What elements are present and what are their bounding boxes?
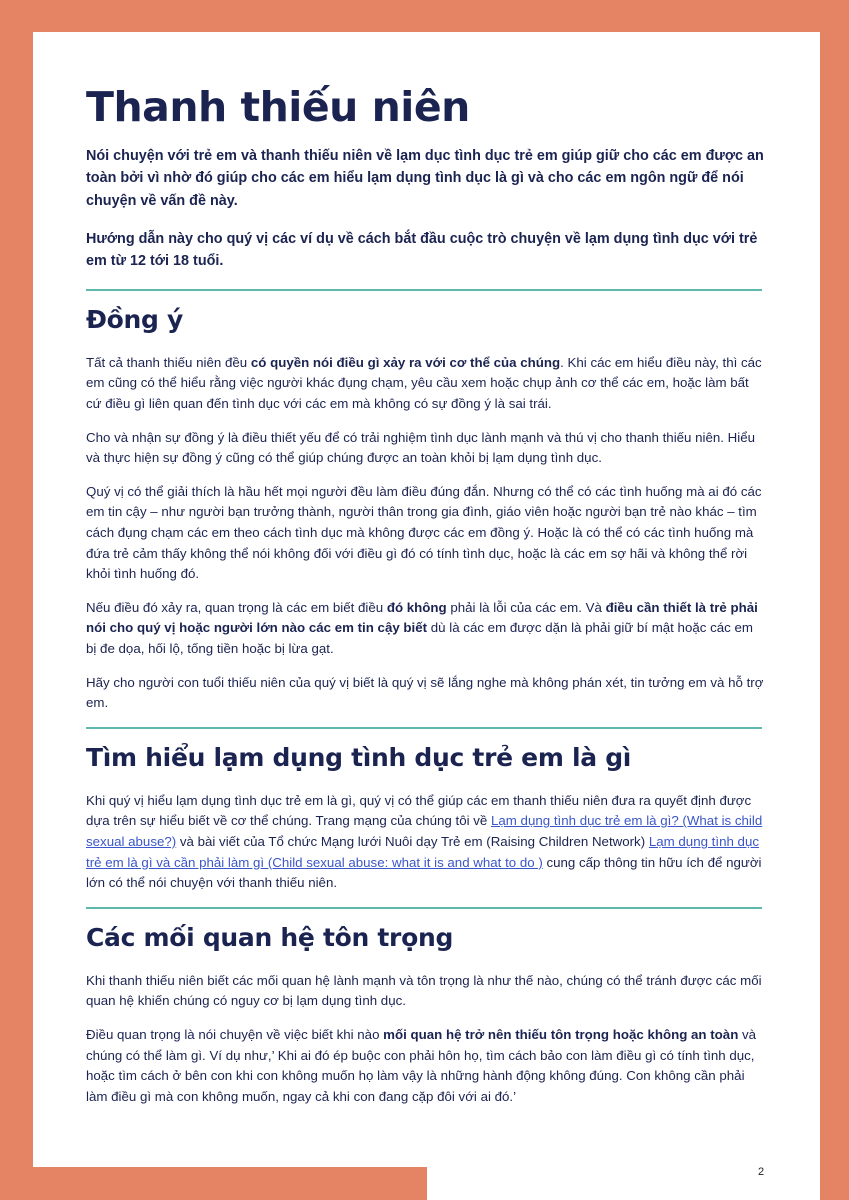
emphasis-text: mối quan hệ trở nên thiếu tôn trọng hoặc không an toàn: [383, 1027, 739, 1043]
page-number: 2: [758, 1166, 765, 1178]
section-heading-understand: Tìm hiểu lạm dụng tình dục trẻ em là gì: [86, 742, 632, 772]
section-heading-consent: Đồng ý: [86, 304, 184, 334]
consent-paragraph-2: Cho và nhận sự đồng ý là điều thiết yếu để có trải nghiệm tình dục lành mạnh và thú vị cho thanh thiếu niên. Hiểu và thực hiện sự đồng ý cũng có thể giúp chúng được an toàn khỏi bị lạm dụng tình dục.: [86, 429, 756, 466]
emphasis-text: đó không: [386, 599, 447, 615]
consent-paragraph-4: [86, 598, 766, 660]
consent-paragraph-1: [86, 353, 766, 415]
section-divider: [86, 727, 762, 729]
link-raising-children-network-article[interactable]: Lạm dụng tình dục trẻ em là gì và cần phải làm gì (Child sexual abuse: what it is and what to do ): [86, 834, 759, 870]
page-frame-bottom: [0, 1167, 427, 1200]
text-run: Nếu điều đó xảy ra, quan trọng là các em biết điều: [86, 599, 387, 615]
link-what-is-child-sexual-abuse[interactable]: Lạm dụng tình dục trẻ em là gì? (What is child sexual abuse?): [86, 813, 763, 850]
text-run: và cho các em ngôn ngữ để nói chuyện về vấn đề này.: [86, 170, 744, 209]
intro-paragraph-1: [86, 145, 766, 212]
section-divider: [86, 907, 762, 909]
understand-paragraph-1: [86, 791, 766, 894]
respect-paragraph-1: Khi thanh thiếu niên biết các mối quan hệ lành mạnh và tôn trọng là như thế nào, chúng có thể tránh được các mối quan hệ khiến chúng có nguy cơ bị lạm dụng tình dục.: [86, 972, 762, 1009]
document-page: [86, 83, 766, 1121]
text-run: dù là các em được dặn là phải giữ bí mật hoặc các em bị đe dọa, hối lộ, tống tiền hoặc bị lừa gạt.: [86, 620, 753, 656]
text-run: và chúng có thể làm gì. Ví dụ như,’ Khi ai đó ép buộc con phải hôn họ, tìm cách bảo con làm điều gì có tính tình dục, hoặc tìm cách ở bên con khi con không muốn họ làm vậy là những hành động không đúng. Con không cần phải làm điều gì mà con không muốn, ngay cả khi con đang cặp đôi với ai đó.’: [86, 1027, 757, 1104]
page-title: Thanh thiếu niên: [86, 83, 470, 131]
text-run: và bài viết của Tổ chức Mạng lưới Nuôi dạy Trẻ em (Raising Children Network): [176, 834, 649, 850]
intro-paragraph-2: Hướng dẫn này cho quý vị các ví dụ về cách bắt đầu cuộc trò chuyện về lạm dụng tình dục với trẻ em từ 12 tới 18 tuổi.: [86, 231, 758, 270]
page-frame-right: [820, 0, 849, 1200]
section-divider: [86, 289, 762, 291]
page-frame-top: [0, 0, 849, 32]
text-run: bởi vì nhờ đó giúp cho các em: [116, 170, 334, 187]
text-run: Khi quý vị hiểu lạm dụng tình dục trẻ em là gì, quý vị có thể giúp các em thanh thiếu niên đưa ra quyết định được dựa trên sự hiểu biết về cơ thể chúng. Trang mạng của chúng tôi về: [86, 792, 752, 829]
text-run: Nói chuyện với trẻ em và thanh thiếu niên về lạm dục tình dục trẻ em: [86, 148, 562, 165]
text-run: Điều quan trọng là nói chuyện về việc biết khi nào: [86, 1027, 384, 1043]
text-run: Tất cả thanh thiếu niên đều: [86, 354, 251, 370]
emphasis-text: giúp giữ cho các em được an toàn: [86, 148, 764, 187]
text-run: phải là lỗi của các em. Và: [446, 599, 606, 615]
emphasis-text: có quyền nói điều gì xảy ra với cơ thể của chúng: [250, 354, 561, 370]
section-heading-respect: Các mối quan hệ tôn trọng: [86, 922, 454, 952]
consent-paragraph-5: Hãy cho người con tuổi thiếu niên của quý vị biết là quý vị sẽ lắng nghe mà không phán xét, tin tưởng em và hỗ trợ em.: [86, 674, 764, 711]
emphasis-text: hiểu lạm dụng tình dục là gì: [333, 170, 524, 187]
page-frame-left: [0, 0, 33, 1200]
consent-paragraph-3: Quý vị có thể giải thích là hầu hết mọi người đều làm điều đúng đắn. Nhưng có thể có các tình huống mà ai đó các em tin cậy – như người bạn trưởng thành, người thân trong gia đình, giáo viên hoặc người bạn trẻ nào khác – tìm cách đụng chạm các em theo cách tình dục mà không được các em đồng ý. Hoặc là có thể có các tình huống mà đứa trẻ cảm thấy không thể nói không đối với điều gì đó có tính tình dục, hoặc là các em sợ hãi và không thể rời khỏi tình huống đó.: [86, 483, 762, 582]
text-run: cung cấp thông tin hữu ích để người lớn có thể nói chuyện với thanh thiếu niên.: [86, 854, 762, 891]
respect-paragraph-2: [86, 1025, 766, 1107]
emphasis-text: điều cần thiết là trẻ phải nói cho quý vị hoặc người lớn nào các em tin cậy biết: [86, 599, 758, 636]
text-run: . Khi các em hiểu điều này, thì các em cũng có thể hiểu rằng việc người khác đụng chạm, yêu cầu xem hoặc chụp ảnh cơ thể các em, hoặc làm bất cứ điều gì liên quan đến tình dục với các em mà không có sự đồng ý là sai trái.: [86, 354, 762, 411]
